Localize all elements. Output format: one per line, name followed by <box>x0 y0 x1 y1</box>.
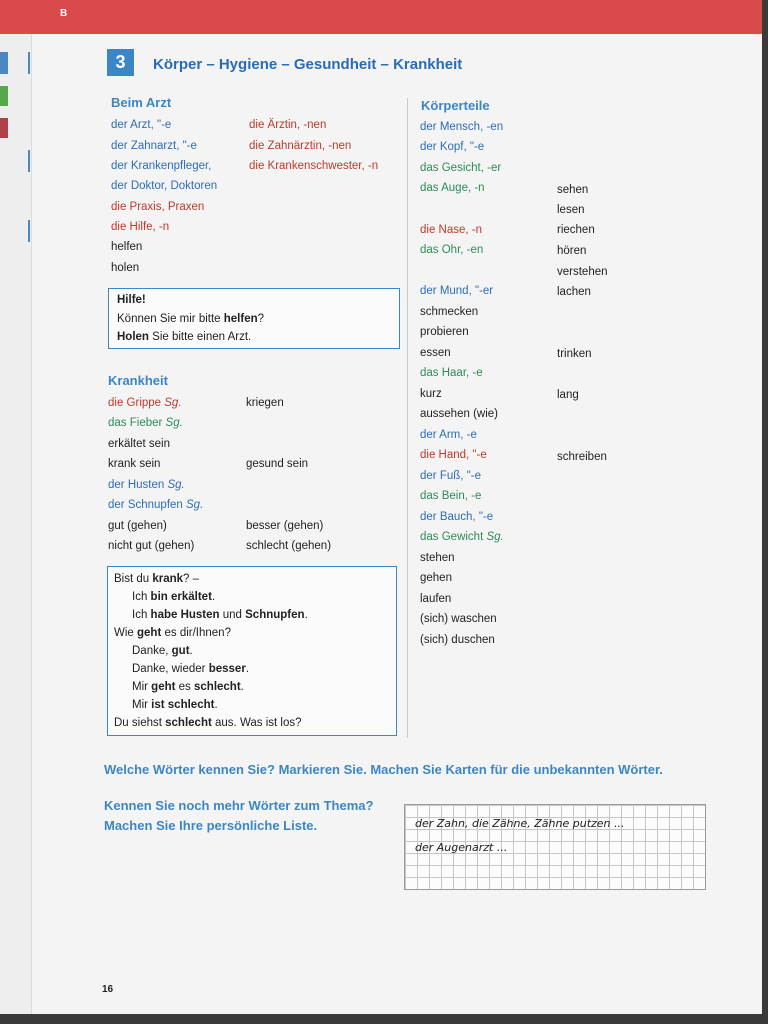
heading-krankheit: Krankheit <box>108 373 168 388</box>
vocab-word: die Grippe Sg. <box>108 397 182 409</box>
handwritten-note: der Augenarzt ... <box>415 841 508 854</box>
vocab-word: die Krankenschwester, -n <box>249 160 379 172</box>
vocab-word: der Mensch, -en <box>420 121 504 133</box>
heading-beim-arzt: Beim Arzt <box>111 95 172 110</box>
vocab-word: schlecht (gehen) <box>246 540 332 552</box>
chapter-tab-blue <box>0 52 8 74</box>
vocab-word: lang <box>557 389 579 401</box>
vocab-word: die Praxis, Praxen <box>111 201 205 213</box>
phrase-line: Hilfe! <box>117 294 146 306</box>
phrase-line: Holen Sie bitte einen Arzt. <box>117 331 252 343</box>
gutter-mark <box>28 150 30 172</box>
task-instruction: Machen Sie Ihre persönliche Liste. <box>104 818 318 833</box>
vocab-word: lesen <box>557 204 585 216</box>
vocab-word: der Zahnarzt, "-e <box>111 140 197 152</box>
vocab-word: die Nase, -n <box>420 224 483 236</box>
phrase-line: Wie geht es dir/Ihnen? <box>114 627 231 639</box>
vocab-word: (sich) waschen <box>420 613 497 625</box>
vocab-word: essen <box>420 347 451 359</box>
unit-letter: B <box>60 8 68 19</box>
vocab-word: helfen <box>111 241 143 253</box>
vocab-word: der Schnupfen Sg. <box>108 499 204 511</box>
phrase-line: Mir geht es schlecht. <box>132 681 244 693</box>
vocab-word: kurz <box>420 388 442 400</box>
phrase-box-hilfe <box>108 288 400 349</box>
phrase-line: Bist du krank? – <box>114 573 200 585</box>
vocab-word: schreiben <box>557 451 607 463</box>
phrase-line: Können Sie mir bitte helfen? <box>117 313 265 325</box>
vocab-word: (sich) duschen <box>420 634 495 646</box>
vocab-word: holen <box>111 262 140 274</box>
phrase-line: Danke, gut. <box>132 645 193 657</box>
vocab-word: besser (gehen) <box>246 520 324 532</box>
task-instruction: Welche Wörter kennen Sie? Markieren Sie. Machen Sie Karten für die unbekannten Wörter. <box>104 762 663 777</box>
phrase-line: Mir ist schlecht. <box>132 699 218 711</box>
phrase-line: Danke, wieder besser. <box>132 663 250 675</box>
vocab-word: das Bein, -e <box>420 490 482 502</box>
vocab-word: gut (gehen) <box>108 520 167 532</box>
vocab-word: der Mund, "-er <box>420 285 494 297</box>
vocab-word: stehen <box>420 552 455 564</box>
vocab-word: trinken <box>557 348 592 360</box>
section-title: Körper – Hygiene – Gesundheit – Krankheit <box>153 56 463 73</box>
vocab-word: erkältet sein <box>108 438 171 450</box>
vocab-word: krank sein <box>108 458 161 470</box>
vocab-word: schmecken <box>420 306 479 318</box>
heading-koerperteile: Körperteile <box>421 98 490 113</box>
vocab-word: der Kopf, "-e <box>420 141 485 153</box>
chapter-tab-red <box>0 118 8 138</box>
vocab-word: der Krankenpfleger, <box>111 160 212 172</box>
page-number: 16 <box>102 984 114 995</box>
header-bar <box>0 0 762 34</box>
vocab-word: das Gesicht, -er <box>420 162 502 174</box>
vocab-word: die Ärztin, -nen <box>249 119 327 131</box>
vocab-word: probieren <box>420 326 469 338</box>
vocab-word: der Husten Sg. <box>108 479 185 491</box>
vocab-word: nicht gut (gehen) <box>108 540 195 552</box>
vocab-word: laufen <box>420 593 452 605</box>
column-divider <box>407 98 408 738</box>
vocab-word: sehen <box>557 184 589 196</box>
vocab-word: die Zahnärztin, -nen <box>249 140 352 152</box>
vocab-word: das Haar, -e <box>420 367 483 379</box>
vocab-word: der Arm, -e <box>420 429 477 441</box>
phrase-line: Ich bin erkältet. <box>132 591 216 603</box>
vocab-word: lachen <box>557 286 591 298</box>
vocab-word: das Gewicht Sg. <box>420 531 504 543</box>
vocab-word: das Fieber Sg. <box>108 417 183 429</box>
vocab-word: der Fuß, "-e <box>420 470 481 482</box>
phrase-line: Du siehst schlecht aus. Was ist los? <box>114 717 302 729</box>
phrase-box-krankheit <box>107 566 397 736</box>
vocab-word: das Auge, -n <box>420 182 485 194</box>
vocab-word: riechen <box>557 224 595 236</box>
vocab-word: die Hand, "-e <box>420 449 487 461</box>
task-instruction: Kennen Sie noch mehr Wörter zum Thema? <box>104 798 374 813</box>
vocab-word: gesund sein <box>246 458 309 470</box>
vocab-word: das Ohr, -en <box>420 244 484 256</box>
vocab-word: hören <box>557 245 587 257</box>
vocab-word: aussehen (wie) <box>420 408 498 420</box>
phrase-line: Ich habe Husten und Schnupfen. <box>132 609 308 621</box>
vocab-word: die Hilfe, -n <box>111 221 170 233</box>
gutter-mark <box>28 52 30 74</box>
vocab-word: der Arzt, "-e <box>111 119 172 131</box>
notes-grid <box>404 804 706 890</box>
gutter-mark <box>28 220 30 242</box>
vocab-word: der Bauch, "-e <box>420 511 494 523</box>
chapter-tab-green <box>0 86 8 106</box>
section-number: 3 <box>107 49 134 76</box>
vocab-word: kriegen <box>246 397 284 409</box>
vocab-word: der Doktor, Doktoren <box>111 180 218 192</box>
vocab-word: gehen <box>420 572 452 584</box>
vocab-word: verstehen <box>557 266 608 278</box>
page-gutter <box>0 34 32 1014</box>
handwritten-note: der Zahn, die Zähne, Zähne putzen ... <box>415 817 625 830</box>
